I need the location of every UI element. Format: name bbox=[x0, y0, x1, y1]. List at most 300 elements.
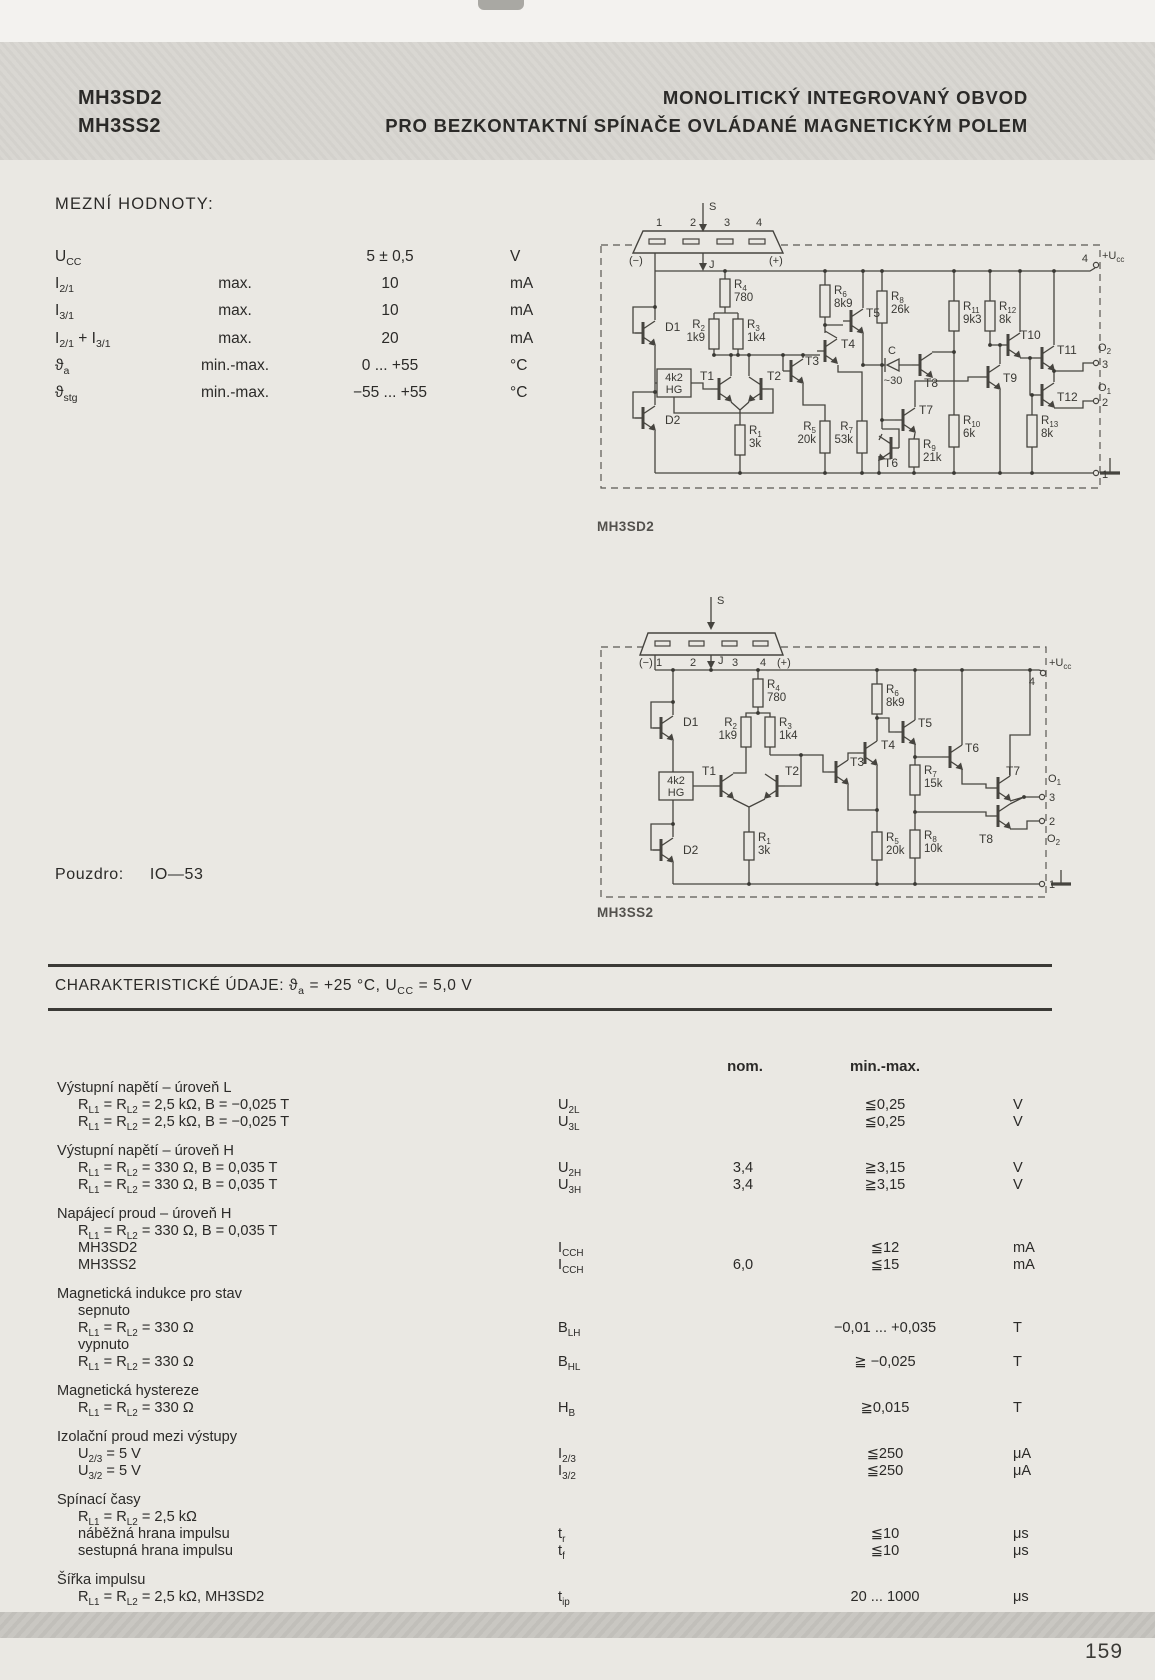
parameter-group: Magnetická indukce pro stav bbox=[57, 1286, 242, 1302]
transistor-label: D2 bbox=[665, 413, 681, 427]
unit: V bbox=[1013, 1177, 1023, 1193]
limit-symbol: $I_{2/1} + I_{3/1}$ bbox=[55, 329, 111, 350]
limit-symbol: $I_{2/1}$ bbox=[55, 275, 74, 296]
schematic-label: 2 bbox=[1049, 816, 1056, 828]
parameter-label: $R_{L1} = R_{L2} = 330$ Ω bbox=[78, 1320, 194, 1339]
table-row bbox=[48, 1286, 1053, 1303]
schematic-label: +Ucc bbox=[1102, 250, 1125, 264]
schematic-label: S bbox=[709, 201, 717, 213]
minmax-value: ≦15 bbox=[870, 1257, 900, 1273]
transistor bbox=[649, 339, 657, 347]
resistor-ref: R11 bbox=[963, 301, 980, 315]
minmax-value: ≦0,25 bbox=[864, 1097, 906, 1113]
pin-terminal bbox=[1040, 670, 1045, 675]
minmax-value: ≦250 bbox=[866, 1446, 904, 1462]
schematic-label: J bbox=[718, 655, 724, 667]
limit-value: 10 bbox=[381, 302, 399, 320]
schematic-label: ~30 bbox=[883, 375, 903, 387]
limits-heading: MEZNÍ HODNOTY: bbox=[55, 195, 214, 213]
transistor-label: T3 bbox=[805, 354, 820, 368]
table-row bbox=[48, 1143, 1053, 1160]
schematic-label: 4k2 bbox=[665, 372, 683, 384]
limit-row bbox=[55, 297, 615, 324]
symbol: $t_{ip}$ bbox=[558, 1589, 570, 1608]
scan-smudge bbox=[478, 0, 524, 10]
resistor-value: 8k bbox=[1041, 428, 1054, 440]
limit-value: 5 ± 0,5 bbox=[366, 248, 414, 265]
transistor bbox=[1014, 351, 1022, 359]
resistor bbox=[744, 832, 754, 860]
schematic-caption-mh3ss2: MH3SS2 bbox=[597, 905, 654, 920]
transistor-label: T8 bbox=[978, 832, 993, 846]
page-number: 159 bbox=[1085, 1640, 1124, 1663]
resistor-value: 20k bbox=[886, 845, 905, 857]
package-outline bbox=[640, 633, 783, 655]
transistor-label: T6 bbox=[884, 456, 899, 470]
capacitor-diode bbox=[887, 359, 899, 371]
resistor-value: 6k bbox=[963, 428, 976, 440]
resistor-value: 21k bbox=[923, 452, 942, 464]
limit-value: 10 bbox=[381, 275, 399, 293]
parameter-label: $R_{L1} = R_{L2} = 2,5$ kΩ bbox=[78, 1509, 197, 1528]
schematic-label: 1 bbox=[1049, 879, 1056, 891]
symbol: $H_B$ bbox=[558, 1400, 576, 1419]
resistor-ref: R10 bbox=[963, 415, 981, 429]
limits-table bbox=[55, 243, 615, 406]
schematic-mh3ss2 bbox=[593, 585, 1128, 905]
unit: μA bbox=[1013, 1446, 1032, 1462]
table-row bbox=[48, 1303, 1053, 1320]
resistor-value: 1k9 bbox=[718, 730, 737, 742]
parameter-group: Výstupní napětí – úroveň L bbox=[57, 1080, 232, 1096]
limit-unit: mA bbox=[510, 302, 534, 320]
resistor-ref: R12 bbox=[999, 301, 1017, 315]
schematic-label: HG bbox=[665, 384, 683, 396]
transistor-label: T4 bbox=[881, 738, 896, 752]
transistor bbox=[831, 357, 839, 365]
minmax-value: ≦0,25 bbox=[864, 1114, 906, 1130]
resistor-value: 26k bbox=[891, 304, 910, 316]
resistor bbox=[949, 415, 959, 447]
limit-value: 20 bbox=[381, 329, 399, 347]
transistor-label: T11 bbox=[1057, 343, 1077, 357]
parameter-label: sepnuto bbox=[78, 1303, 130, 1319]
table-row bbox=[48, 1160, 1053, 1177]
resistor-ref: R6 bbox=[834, 285, 847, 299]
parameter-label: MH3SD2 bbox=[78, 1240, 138, 1256]
limit-row bbox=[55, 270, 615, 297]
resistor-ref: R1 bbox=[758, 832, 771, 846]
transistor bbox=[649, 424, 657, 432]
table-row bbox=[48, 1492, 1053, 1509]
pin-terminal bbox=[1093, 262, 1098, 267]
table-row bbox=[48, 1509, 1053, 1526]
transistor-label: T2 bbox=[767, 369, 782, 383]
minmax-value: ≧0,015 bbox=[860, 1400, 910, 1416]
table-row bbox=[48, 1257, 1053, 1274]
parameter-label: náběžná hrana impulsu bbox=[78, 1526, 230, 1542]
symbol: $U_{2L}$ bbox=[558, 1097, 580, 1116]
transistor bbox=[1004, 794, 1012, 802]
resistor-value: 10k bbox=[924, 843, 943, 855]
resistor-ref: R1 bbox=[749, 425, 762, 439]
minmax-value: ≧3,15 bbox=[864, 1177, 906, 1193]
transistor bbox=[994, 383, 1002, 391]
transistor bbox=[909, 426, 917, 434]
resistor bbox=[820, 421, 830, 453]
resistor bbox=[733, 319, 743, 349]
transistor bbox=[797, 377, 805, 385]
unit: V bbox=[1013, 1114, 1023, 1130]
scan-band-top bbox=[0, 0, 1155, 42]
parameter-label: MH3SS2 bbox=[78, 1257, 137, 1273]
unit: μA bbox=[1013, 1463, 1032, 1479]
nom-value: 3,4 bbox=[732, 1177, 754, 1193]
table-row bbox=[48, 1206, 1053, 1223]
schematic-label: HG bbox=[667, 787, 685, 799]
symbol: $I_{3/2}$ bbox=[558, 1463, 576, 1482]
table-row bbox=[48, 1400, 1053, 1417]
unit: μs bbox=[1013, 1526, 1029, 1542]
package-label: Pouzdro: bbox=[55, 866, 124, 883]
limit-row bbox=[55, 325, 615, 352]
symbol: $B_{LH}$ bbox=[558, 1320, 581, 1339]
wires-cluster bbox=[863, 323, 980, 473]
pin-terminal bbox=[1039, 818, 1044, 823]
parameter-label: $R_{L1} = R_{L2} = 2,5$ kΩ, B = −0,025 T bbox=[78, 1114, 290, 1133]
unit: V bbox=[1013, 1097, 1023, 1113]
transistor bbox=[748, 395, 756, 403]
schematic-label: 4 bbox=[759, 657, 767, 669]
resistor-value: 780 bbox=[734, 292, 754, 304]
minmax-value: ≦12 bbox=[870, 1240, 900, 1256]
transistor bbox=[727, 792, 735, 800]
schematic-caption-mh3sd2: MH3SD2 bbox=[597, 519, 655, 534]
table-row bbox=[48, 1526, 1053, 1543]
transistor-label: T2 bbox=[785, 764, 800, 778]
transistor bbox=[871, 759, 879, 767]
symbol: $U_{3H}$ bbox=[558, 1177, 582, 1196]
limit-symbol: $U_{CC}$ bbox=[55, 248, 82, 269]
parameter-label: vypnuto bbox=[78, 1337, 130, 1353]
part-number-2: MH3SS2 bbox=[78, 115, 162, 137]
table-row bbox=[48, 1463, 1053, 1480]
resistor-ref: R2 bbox=[724, 717, 737, 731]
minmax-value: ≧ −0,025 bbox=[854, 1354, 916, 1370]
symbol: $I_{CCH}$ bbox=[558, 1257, 584, 1276]
transistor-label: T1 bbox=[699, 369, 714, 383]
resistor-ref: R3 bbox=[747, 319, 760, 333]
limit-symbol: $ϑ_{stg}$ bbox=[55, 383, 78, 405]
table-row bbox=[48, 1080, 1053, 1097]
unit: mA bbox=[1013, 1240, 1035, 1256]
schematic-label: C bbox=[888, 345, 896, 357]
schematic-label: 2 bbox=[689, 657, 697, 669]
transistor-label: T5 bbox=[918, 716, 933, 730]
title-line-2: PRO BEZKONTAKTNÍ SPÍNAČE OVLÁDANÉ MAGNETICKÝM POLEM bbox=[385, 114, 1028, 136]
transistor bbox=[857, 327, 865, 335]
schematic-label: 1 bbox=[655, 217, 663, 229]
schematic-label: 4 bbox=[1081, 253, 1088, 265]
table-row bbox=[48, 1223, 1053, 1240]
transistor-label: T6 bbox=[965, 741, 980, 755]
wires-r4-node bbox=[714, 307, 738, 319]
pin-terminal bbox=[1039, 881, 1044, 886]
schematic-label: 3 bbox=[1102, 359, 1109, 371]
parameter-label: $R_{L1} = R_{L2} = 330$ Ω bbox=[78, 1354, 194, 1373]
schematic-label: +Ucc bbox=[1049, 657, 1072, 671]
schematic-label: O1 bbox=[1048, 773, 1062, 787]
resistor-ref: R4 bbox=[767, 679, 780, 693]
schematic-label: 4 bbox=[755, 217, 763, 229]
table-row bbox=[48, 1240, 1053, 1257]
transistor-label: T9 bbox=[1003, 371, 1018, 385]
limit-condition: min.-max. bbox=[200, 356, 270, 374]
parameter-label: sestupná hrana impulsu bbox=[78, 1543, 233, 1559]
scan-band-bottom bbox=[0, 1612, 1155, 1638]
resistor-ref: R13 bbox=[1041, 415, 1059, 429]
minmax-value: ≦10 bbox=[870, 1543, 900, 1559]
unit: μs bbox=[1013, 1543, 1029, 1559]
schematic-label: 3 bbox=[731, 657, 739, 669]
resistor-ref: R4 bbox=[734, 279, 747, 293]
schematic-label: J bbox=[709, 259, 715, 271]
symbol: $B_{HL}$ bbox=[558, 1354, 581, 1373]
schematic-label: O2 bbox=[1098, 342, 1112, 356]
limit-row bbox=[55, 352, 615, 379]
table-row bbox=[48, 1383, 1053, 1400]
document-title bbox=[385, 84, 1028, 139]
parameter-label: $R_{L1} = R_{L2} = 2,5$ kΩ, MH3SD2 bbox=[78, 1589, 265, 1608]
schematic-label: (−) bbox=[639, 657, 653, 669]
unit: T bbox=[1013, 1320, 1022, 1336]
unit: V bbox=[1013, 1160, 1023, 1176]
schematic-label: (+) bbox=[769, 255, 783, 267]
symbol: $U_{3L}$ bbox=[558, 1114, 580, 1133]
resistor-ref: R2 bbox=[692, 319, 705, 333]
parameter-label: $R_{L1} = R_{L2} = 330$ Ω, B = 0,035 T bbox=[78, 1160, 278, 1179]
unit: T bbox=[1013, 1400, 1022, 1416]
resistor-value: 780 bbox=[767, 692, 787, 704]
parameter-label: $U_{3/2} = 5$ V bbox=[78, 1463, 141, 1482]
resistor bbox=[735, 425, 745, 455]
minmax-value: 20 ... 1000 bbox=[850, 1589, 920, 1605]
table-row bbox=[48, 1097, 1053, 1114]
part-number-1: MH3SD2 bbox=[78, 87, 163, 109]
resistor bbox=[720, 279, 730, 307]
resistor-value: 3k bbox=[758, 845, 771, 857]
schematic-label: 4 bbox=[1028, 676, 1035, 688]
resistor-ref: R5 bbox=[803, 421, 816, 435]
resistor bbox=[741, 717, 751, 747]
transistor-label: T3 bbox=[850, 755, 865, 769]
resistor bbox=[765, 717, 775, 747]
resistor-value: 9k3 bbox=[963, 314, 982, 326]
resistor-value: 20k bbox=[797, 434, 816, 446]
parameter-group: Izolační proud mezi výstupy bbox=[57, 1429, 238, 1445]
limit-unit: V bbox=[510, 248, 521, 265]
schematic-label: 2 bbox=[1102, 397, 1109, 409]
transistor bbox=[764, 792, 772, 800]
minmax-value: −0,01 ... +0,035 bbox=[833, 1320, 937, 1336]
transistor-label: T5 bbox=[866, 306, 881, 320]
wires-right bbox=[1010, 670, 1040, 829]
resistor bbox=[872, 832, 882, 860]
char-table-title: CHARAKTERISTICKÉ ÚDAJE: $ϑ_a = +25$ °C, $U_{CC} = 5,0$ V bbox=[55, 977, 473, 998]
schematic-label: (+) bbox=[777, 657, 791, 669]
limit-condition: max. bbox=[218, 275, 252, 293]
schematic-label: 3 bbox=[723, 217, 731, 229]
symbol: $t_r$ bbox=[558, 1526, 566, 1545]
schematic-label: 1 bbox=[1102, 469, 1109, 481]
symbol: $I_{2/3}$ bbox=[558, 1446, 576, 1465]
transistor bbox=[667, 856, 675, 864]
schematic-label: O2 bbox=[1047, 833, 1061, 847]
resistor-ref: R5 bbox=[886, 832, 899, 846]
transistor-label: T12 bbox=[1057, 390, 1078, 404]
parameter-label: $R_{L1} = R_{L2} = 2,5$ kΩ, B = −0,025 T bbox=[78, 1097, 290, 1116]
minmax-value: ≦250 bbox=[866, 1463, 904, 1479]
characteristics-table bbox=[48, 1080, 1053, 1606]
transistor-label: T7 bbox=[1006, 764, 1021, 778]
resistor-value: 1k9 bbox=[686, 332, 705, 344]
limit-unit: mA bbox=[510, 275, 534, 293]
limit-unit: °C bbox=[510, 356, 528, 374]
table-row bbox=[48, 1114, 1053, 1131]
schematic-label: 4k2 bbox=[667, 775, 685, 787]
package-value: IO—53 bbox=[149, 866, 204, 883]
transistor bbox=[1048, 401, 1056, 409]
symbol: $U_{2H}$ bbox=[558, 1160, 582, 1179]
limit-value: 0 ... +55 bbox=[361, 356, 419, 374]
limit-row bbox=[55, 243, 615, 270]
transistor-label: T1 bbox=[701, 764, 716, 778]
table-row bbox=[48, 1177, 1053, 1194]
schematic-label: 2 bbox=[689, 217, 697, 229]
part-numbers bbox=[78, 84, 162, 140]
rule-top bbox=[48, 964, 1052, 967]
limit-unit: mA bbox=[510, 329, 534, 347]
parameter-label: $U_{2/3} = 5$ V bbox=[78, 1446, 141, 1465]
nom-value: 6,0 bbox=[732, 1257, 754, 1273]
resistor-ref: R6 bbox=[886, 684, 899, 698]
resistor-ref: R8 bbox=[924, 830, 937, 844]
resistor-ref: R3 bbox=[779, 717, 792, 731]
package-outline bbox=[633, 231, 783, 253]
resistor bbox=[910, 765, 920, 795]
column-header-minmax: min.-max. bbox=[849, 1058, 921, 1075]
resistor-value: 1k4 bbox=[779, 730, 798, 742]
schematic-border bbox=[601, 245, 1100, 488]
schematic-label: O1 bbox=[1098, 382, 1112, 396]
limit-unit: °C bbox=[510, 383, 528, 401]
column-header-nom: nom. bbox=[727, 1058, 763, 1075]
rule-under-title bbox=[48, 1008, 1052, 1011]
unit: T bbox=[1013, 1354, 1022, 1370]
resistor-ref: R7 bbox=[840, 421, 853, 435]
schematic-label: 1 bbox=[655, 657, 663, 669]
minmax-value: ≦10 bbox=[870, 1526, 900, 1542]
table-row bbox=[48, 1320, 1053, 1337]
resistor bbox=[820, 285, 830, 317]
resistor bbox=[949, 301, 959, 331]
limit-symbol: $I_{3/1}$ bbox=[55, 302, 74, 323]
unit: mA bbox=[1013, 1257, 1035, 1273]
transistor-label: T10 bbox=[1020, 328, 1041, 342]
symbol: $t_f$ bbox=[558, 1543, 565, 1562]
transistor-label: T8 bbox=[924, 376, 939, 390]
schematic-label: (−) bbox=[629, 255, 643, 267]
parameter-group: Napájecí proud – úroveň H bbox=[57, 1206, 232, 1222]
pin-terminal bbox=[1039, 794, 1044, 799]
transistor bbox=[1004, 822, 1012, 830]
parameter-label: $R_{L1} = R_{L2} = 330$ Ω, B = 0,035 T bbox=[78, 1223, 278, 1242]
limit-condition: max. bbox=[218, 302, 252, 320]
schematic-label: 3 bbox=[1049, 792, 1056, 804]
table-row bbox=[48, 1572, 1053, 1589]
pin-terminal bbox=[1093, 360, 1098, 365]
pin-terminal bbox=[1093, 470, 1098, 475]
resistor-ref: R7 bbox=[924, 765, 937, 779]
symbol: $I_{CCH}$ bbox=[558, 1240, 584, 1259]
table-row bbox=[48, 1446, 1053, 1463]
transistor-label: D1 bbox=[683, 715, 699, 729]
resistor-value: 8k bbox=[999, 314, 1012, 326]
table-row bbox=[48, 1543, 1053, 1560]
resistor bbox=[753, 679, 763, 707]
resistor-value: 8k9 bbox=[834, 298, 853, 310]
resistor bbox=[872, 684, 882, 714]
resistor bbox=[709, 319, 719, 349]
parameter-group: Magnetická hystereze bbox=[57, 1383, 199, 1399]
limit-symbol: $ϑ_a$ bbox=[55, 356, 70, 377]
nom-value: 3,4 bbox=[732, 1160, 754, 1176]
resistor bbox=[857, 421, 867, 453]
resistor-value: 15k bbox=[924, 778, 943, 790]
transistor bbox=[725, 395, 733, 403]
resistor-value: 8k9 bbox=[886, 697, 905, 709]
minmax-value: ≧3,15 bbox=[864, 1160, 906, 1176]
resistor bbox=[985, 301, 995, 331]
parameter-group: Spínací časy bbox=[57, 1492, 141, 1508]
limit-condition: min.-max. bbox=[200, 383, 270, 401]
transistor bbox=[842, 778, 850, 786]
resistor bbox=[910, 830, 920, 858]
parameter-label: $R_{L1} = R_{L2} = 330$ Ω bbox=[78, 1400, 194, 1419]
transistor bbox=[909, 738, 917, 746]
transistor bbox=[956, 763, 964, 771]
transistor-label: T4 bbox=[841, 337, 856, 351]
limit-value: −55 ... +55 bbox=[352, 383, 428, 401]
transistor bbox=[667, 734, 675, 742]
table-row bbox=[48, 1429, 1053, 1446]
resistor-value: 1k4 bbox=[747, 332, 766, 344]
unit: μs bbox=[1013, 1589, 1029, 1605]
resistor bbox=[909, 439, 919, 467]
package-line bbox=[55, 866, 230, 884]
title-line-1: MONOLITICKÝ INTEGROVANÝ OBVOD bbox=[662, 87, 1028, 108]
resistor-ref: R9 bbox=[923, 439, 936, 453]
resistor-value: 3k bbox=[749, 438, 762, 450]
table-row bbox=[48, 1337, 1053, 1354]
table-row bbox=[48, 1589, 1053, 1606]
resistor-ref: R8 bbox=[891, 291, 904, 305]
schematic-mh3sd2 bbox=[593, 193, 1128, 493]
table-row bbox=[48, 1354, 1053, 1371]
transistor-label: D1 bbox=[665, 320, 681, 334]
transistor-label: T7 bbox=[919, 403, 934, 417]
resistor bbox=[1027, 415, 1037, 447]
